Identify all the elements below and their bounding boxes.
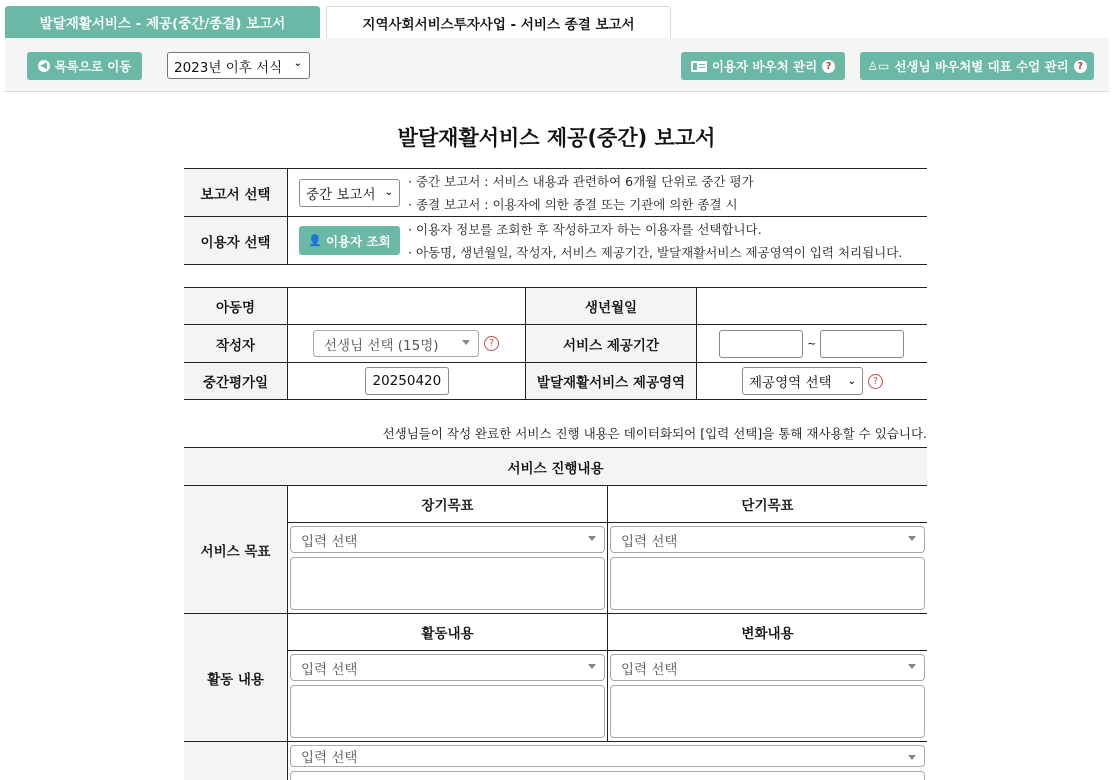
next-section-textarea[interactable] [290, 771, 925, 780]
long-term-goal-header: 장기목표 [288, 486, 607, 523]
selection-table [184, 168, 927, 265]
change-content-combo[interactable] [610, 654, 925, 681]
user-lookup-button[interactable] [299, 226, 400, 255]
writer-select[interactable] [313, 330, 479, 357]
service-period-label: 서비스 제공기간 [526, 325, 697, 362]
combo-placeholder: 입력 선택 [301, 661, 358, 678]
toolbar [5, 38, 1109, 92]
activity-content-textarea[interactable] [290, 685, 605, 738]
writer-label: 작성자 [184, 325, 288, 362]
birth-date-value [697, 288, 927, 324]
report-tabs [0, 0, 1113, 38]
period-start-input[interactable] [719, 330, 803, 358]
period-end-input[interactable] [820, 330, 904, 358]
dropdown-arrow-icon [588, 664, 596, 669]
eval-date-label: 중간평가일 [184, 363, 288, 399]
user-select-row [184, 217, 927, 265]
service-progress-table [184, 447, 927, 780]
next-section [184, 742, 927, 780]
reuse-notice: 선생님들이 작성 완료한 서비스 진행 내용은 데이터화되어 [입력 선택]을 통해 재사용할 수 있습니다. [382, 426, 927, 441]
long-term-goal-textarea[interactable] [290, 557, 605, 610]
activity-content-combo[interactable] [290, 654, 605, 681]
dropdown-arrow-icon [908, 536, 916, 541]
report-type-select[interactable] [299, 179, 400, 207]
report-note-interim: · 중간 보고서 : 서비스 내용과 관련하여 6개월 단위로 중간 평가 [408, 173, 754, 189]
report-type-value: 중간 보고서 [306, 186, 376, 203]
help-icon[interactable]: ? [822, 60, 835, 73]
dropdown-arrow-icon [908, 664, 916, 669]
tab-development-report[interactable]: 발달재활서비스 - 제공(중간/종결) 보고서 [5, 6, 320, 38]
teacher-class-label: 선생님 바우처별 대표 수업 관리 [894, 59, 1069, 74]
help-icon[interactable]: ? [868, 374, 883, 389]
service-goal-label: 서비스 목표 [184, 486, 288, 613]
user-lookup-label: 이용자 조회 [325, 233, 391, 249]
writer-select-value: 선생님 선택 (15명) [324, 337, 439, 354]
activity-label: 활동 내용 [184, 614, 288, 741]
short-term-goal-combo[interactable] [610, 526, 925, 553]
format-year-value: 2023년 이후 서식 [174, 59, 283, 76]
tab-community-service-report[interactable]: 지역사회서비스투자사업 - 서비스 종결 보고서 [326, 6, 671, 38]
page-title: 발달재활서비스 제공(중간) 보고서 [397, 126, 716, 150]
birth-date-label: 생년월일 [526, 288, 697, 324]
report-note-final: · 종결 보고서 : 이용자에 의한 종결 또는 기관에 의한 종결 시 [408, 196, 738, 212]
activity-section [184, 614, 927, 742]
combo-placeholder: 입력 선택 [301, 750, 358, 766]
user-voucher-button[interactable] [681, 52, 845, 80]
report-select-row [184, 169, 927, 217]
dropdown-arrow-icon [588, 536, 596, 541]
child-info-row-2 [184, 325, 927, 363]
back-to-list-button[interactable] [27, 52, 142, 80]
format-year-select[interactable] [167, 52, 310, 79]
service-area-select[interactable] [742, 367, 863, 395]
id-card-icon [691, 61, 707, 72]
dropdown-arrow-icon [462, 340, 470, 345]
next-section-label [184, 742, 288, 780]
combo-placeholder: 입력 선택 [301, 533, 358, 550]
user-note-2: · 아동명, 생년월일, 작성자, 서비스 제공기간, 발달재활서비스 제공영역이 입력 처리됩니다. [408, 244, 903, 260]
service-area-label: 발달재활서비스 제공영역 [526, 363, 697, 399]
long-term-goal-combo[interactable] [290, 526, 605, 553]
next-section-combo[interactable] [290, 745, 925, 767]
activity-content-header: 활동내용 [288, 614, 607, 651]
arrow-left-circle-icon: ◀ [38, 60, 50, 72]
child-info-row-1 [184, 288, 927, 325]
change-content-header: 변화내용 [608, 614, 927, 651]
user-note-1: · 이용자 정보를 조회한 후 작성하고자 하는 이용자를 선택합니다. [408, 221, 762, 237]
short-term-goal-header: 단기목표 [608, 486, 927, 523]
dropdown-arrow-icon [908, 755, 916, 760]
report-select-label: 보고서 선택 [184, 169, 288, 216]
service-area-value: 제공영역 선택 [749, 375, 832, 391]
chevron-down-icon: ⌄ [384, 187, 393, 198]
combo-placeholder: 입력 선택 [621, 661, 678, 678]
back-to-list-label: 목록으로 이동 [54, 59, 132, 74]
period-separator: ~ [807, 337, 817, 350]
help-icon[interactable]: ? [484, 336, 499, 351]
help-icon[interactable]: ? [1074, 60, 1087, 73]
teacher-class-button[interactable] [860, 52, 1094, 80]
chevron-down-icon: ⌄ [847, 375, 856, 387]
user-voucher-label: 이용자 바우처 관리 [711, 59, 818, 74]
short-term-goal-textarea[interactable] [610, 557, 925, 610]
eval-date-input[interactable]: 20250420 [365, 367, 449, 395]
child-info-row-3 [184, 363, 927, 400]
progress-header-row [184, 448, 927, 486]
service-goal-section [184, 486, 927, 614]
child-name-label: 아동명 [184, 288, 288, 324]
chevron-down-icon: ⌄ [293, 58, 302, 69]
child-info-table [184, 287, 927, 400]
teacher-board-icon: ♙▭ [867, 59, 890, 73]
combo-placeholder: 입력 선택 [621, 533, 678, 550]
change-content-textarea[interactable] [610, 685, 925, 738]
progress-header: 서비스 진행내용 [184, 448, 927, 485]
user-select-label: 이용자 선택 [184, 217, 288, 264]
child-name-value [288, 288, 526, 324]
user-icon: 👤 [308, 234, 322, 247]
